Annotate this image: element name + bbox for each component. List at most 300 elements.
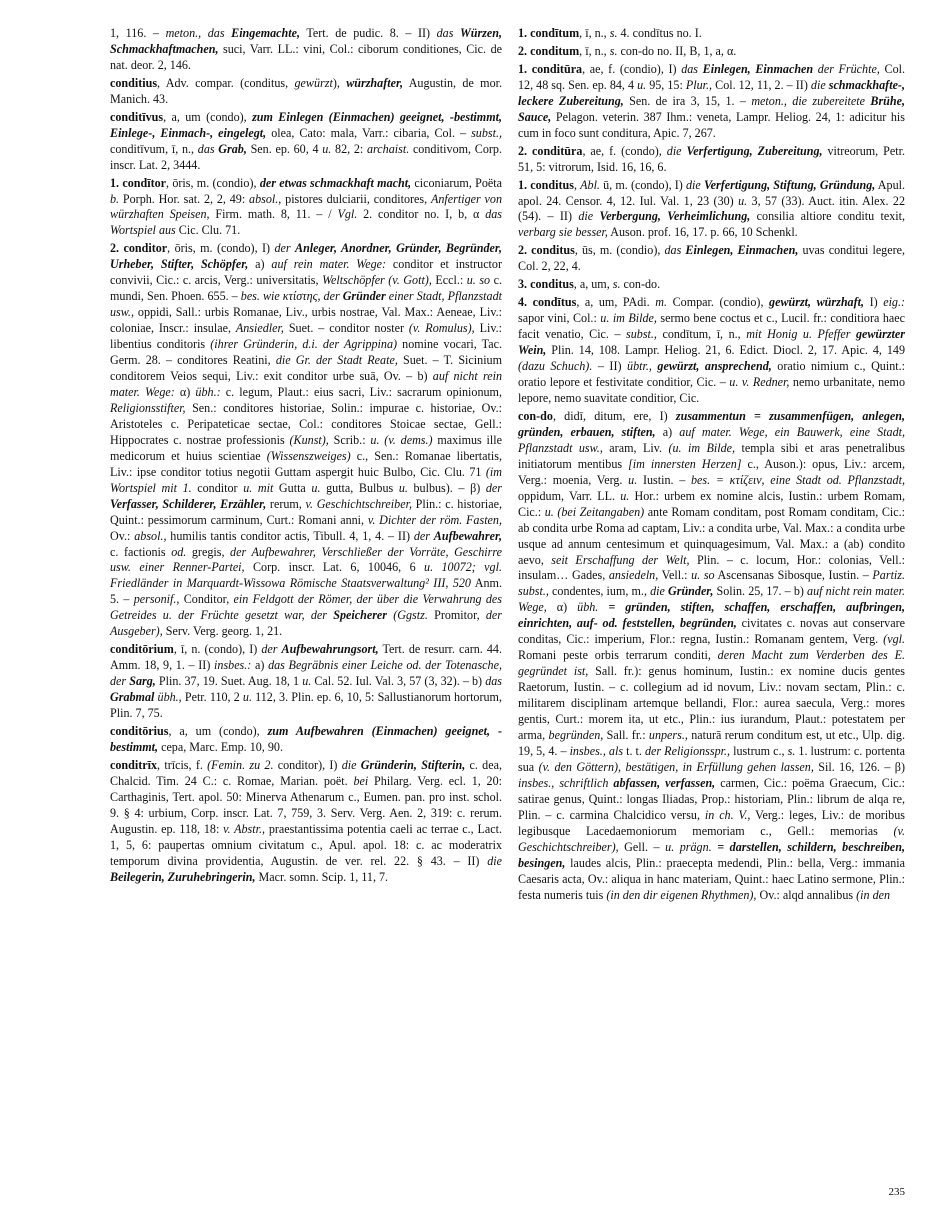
- entry-text: auf nicht rein mater. Wege:: [110, 369, 502, 399]
- entry-text: Vgl.: [337, 207, 358, 222]
- dictionary-entry: [110, 642, 502, 722]
- entry-text: der Religionsspr.,: [645, 743, 731, 758]
- entry-text: 95, 15:: [646, 77, 686, 92]
- dictionary-entry: [518, 144, 905, 176]
- entry-text: oratio nimium c., Quint.: oratio lepore et festivitate conditior, Cic. –: [518, 359, 905, 390]
- entry-text: templa sibi et aras penetralibus initiatorum mentibus: [518, 440, 906, 471]
- entry-text: , a, um (condo),: [163, 109, 253, 124]
- entry-text: der: [261, 642, 282, 657]
- entry-text: Compar. (condio),: [667, 295, 770, 310]
- entry-headword: 3. conditus: [518, 277, 574, 292]
- entry-text: ansiedeln,: [608, 568, 659, 583]
- entry-text: der etwas schmackhaft macht,: [259, 175, 412, 190]
- entry-text: subst.,: [626, 327, 657, 342]
- entry-text: Philarg. Verg. ecl. 1, 20: Carthaginis, Tert. apol. 50: Minerva Athenarum c., Eumen. pan. pro inst. schol. 9. § 4: urbium, Corp. inscr. Lat. 7, 759, 3. Serv. Verg. Aen. 2, 319: c. rerum. Augustin. ep. 118, 18:: [110, 773, 503, 836]
- dictionary-entry: [518, 277, 905, 293]
- entry-text: 1. lustrum: c. portenta sua: [518, 743, 905, 774]
- entry-text: Sen. ep. 60, 4: [246, 141, 323, 156]
- entry-text: meton., die zubereitete: [751, 93, 871, 108]
- entry-text: carmen, Cic.: poëma Graecum, Cic.: satirae genus, Quint.: longas Iliadas, Prop.: historiam, Plin.: librum de alqa re, Plin. – c. carmina Chalcidico versu,: [518, 775, 905, 822]
- entry-text: insbes., als: [569, 743, 624, 758]
- entry-text: mit Honig u. Pfeffer: [746, 327, 856, 342]
- entry-text: der: [274, 241, 295, 256]
- entry-text: consilia altiore conditu texit,: [750, 209, 905, 224]
- entry-text: der Ausgeber),: [110, 608, 502, 639]
- entry-text: Corp. inscr. Lat. 6, 10046, 6: [244, 560, 425, 575]
- entry-text: Macr. somn. Scip. 1, 11, 7.: [255, 869, 389, 884]
- entry-text: I): [864, 295, 884, 310]
- entry-text: nomine vocari, Tac. Germ. 28. – conditores Reatini,: [110, 337, 502, 368]
- entry-text: Firm. math. 8, 11. – /: [209, 207, 338, 222]
- entry-text: Suet. – T. Sicinium conditorem Veios sequi, Liv.: exit conditor urbe suā, Ov. – b): [110, 353, 503, 384]
- entry-text: Solin. 25, 17. – b): [713, 584, 808, 599]
- entry-text: Einlegen, Einmachen: [702, 61, 814, 76]
- entry-text: deren Macht zum Verderben des E. gegründet ist,: [518, 648, 905, 679]
- entry-text: Plur.,: [685, 77, 713, 92]
- entry-text: bes. wie κτίστης, der: [240, 289, 343, 304]
- dictionary-entry: [518, 295, 905, 407]
- entry-text: (Kunst),: [289, 432, 329, 447]
- dictionary-entry: [110, 724, 502, 756]
- entry-text: abfassen, verfassen,: [613, 775, 716, 790]
- entry-text: , didī, ditum, ere, I): [552, 408, 676, 423]
- entry-text: oppidi, Sall.: urbis Romanae, Liv., urbis nostrae, Val. Max.: Aeneae, Liv.: coloniae, Inscr.: insulae,: [110, 305, 502, 336]
- entry-text: u.: [620, 488, 630, 503]
- entry-text: Verg.: leges, Liv.: de moribus legibusque Lacedaemoniorum memoriam c., Gell.: memorias: [518, 807, 905, 838]
- entry-text: Auson. prof. 16, 17. p. 66, 10 Schenkl.: [607, 225, 798, 240]
- entry-text: u. 10072; vgl. Friedländer in Marquardt-Wissowa Römische Staatsverwaltung² III, 520: [110, 560, 502, 591]
- entry-text: Weltschöpfer (v. Gott),: [322, 273, 432, 288]
- entry-text: u. im Bilde,: [600, 311, 657, 326]
- entry-text: zum Einlegen (Einmachen) geeignet, -bestimmt, Einlege-, Einmach-, eingelegt,: [110, 109, 502, 140]
- entry-text: Sen. de ira 3, 15, 1. –: [623, 93, 752, 108]
- entry-text: sermo bene coctus et c., Lucil. fr.: conditiora haec facit venatio, Cic. –: [518, 311, 905, 342]
- entry-text: (Ggstz.: [393, 608, 428, 623]
- entry-text: 82, 2:: [331, 141, 367, 156]
- entry-text: , ōris, m. (condo), I): [167, 241, 275, 256]
- entry-text: u. prägn.: [665, 839, 712, 854]
- entry-text: Suet. – conditor noster: [283, 321, 409, 336]
- entry-headword: 4. condītus: [518, 295, 577, 310]
- entry-text: insbes.:: [214, 658, 252, 673]
- entry-text: Serv. Verg. georg. 1, 21.: [162, 624, 283, 639]
- entry-text: u. (v. dems.): [370, 432, 433, 447]
- entry-text: u. so: [466, 273, 491, 288]
- entry-text: c., Sen.: Romanae libertatis, Liv.: ipse conditor totius negotii Guttam aspergit huic Bulbo, Cic. Clu. 71: [110, 448, 502, 479]
- entry-text: (Wissenszweiges): [266, 448, 351, 463]
- entry-text: rerum,: [266, 496, 306, 511]
- entry-text: Einlegen, Einmachen,: [685, 243, 799, 258]
- entry-text: zusammentun = zusammenfügen, anlegen, gründen, erbauen, stiften,: [518, 408, 905, 439]
- entry-text: civitates c. novas aut conservare conditas, Cic.: imperium, Flor.: regna, Iustin.: Romanam gentem, Verg.: [518, 616, 905, 647]
- entry-text: Scrib.:: [328, 432, 371, 447]
- entry-text: u. v. Redner,: [729, 375, 790, 390]
- entry-text: Vell.:: [658, 568, 692, 583]
- entry-text: Sall. fr.:: [603, 727, 649, 742]
- entry-text: = gründen, stiften, schaffen, erschaffen, aufbringen, einrichten, auf- od. feststellen, begründen,: [518, 600, 905, 631]
- entry-text: olea, Cato: mala, Varr.: cibaria, Col. –: [266, 125, 472, 140]
- entry-text: das: [197, 141, 219, 156]
- entry-text: laudes alcis, Plin.: praecepta medendi, Plin.: bella, Verg.: immania Caesaris acta, Ov.: aliqua in hanc materiam, Quint.: haec Latino sermone, Plin.: festa numeris tuis: [518, 855, 905, 902]
- entry-text: Verbergung, Verheimlichung,: [599, 209, 751, 224]
- entry-text: naturā rerum conditum est, ut etc., Ulp. dig. 19, 5, 4. –: [518, 727, 905, 758]
- entry-text: Plin.: c. historiae, Quint.: pessimorum carminum, Curt.: Romani anni,: [110, 496, 502, 527]
- dictionary-entry: [110, 76, 502, 108]
- entry-text: m.: [655, 295, 668, 310]
- entry-headword: 2. conditūra: [518, 143, 583, 158]
- entry-text: Ansiedler,: [235, 321, 284, 336]
- entry-text: aram, Liv.: [602, 440, 669, 455]
- left-column: [110, 26, 502, 888]
- entry-text: das: [664, 243, 686, 258]
- entry-text: = darstellen, schildern, beschreiben, besingen,: [518, 839, 905, 870]
- entry-text: ),: [332, 75, 347, 90]
- entry-text: Verfasser, Schilderer, Erzähler,: [110, 496, 267, 511]
- page-number: 235: [888, 1186, 905, 1198]
- entry-text: Gell. –: [618, 839, 666, 854]
- entry-text: Sarg,: [129, 674, 156, 689]
- entry-text: (in den dir eigenen Rhythmen),: [606, 887, 757, 902]
- entry-text: condītum, ī, n.,: [656, 327, 747, 342]
- entry-text: , a, um, PAdi.: [576, 295, 656, 310]
- entry-text: (v. Romulus),: [408, 321, 475, 336]
- entry-text: u.: [628, 472, 638, 487]
- entry-text: α): [174, 384, 196, 399]
- entry-text: Beilegerin, Zuruhebringerin,: [110, 869, 256, 884]
- entry-text: – II): [592, 359, 628, 374]
- entry-text: das: [436, 26, 460, 40]
- entry-text: u.: [242, 690, 252, 705]
- entry-text: condentes, ium, m.,: [548, 584, 651, 599]
- entry-headword: con-do: [518, 408, 553, 423]
- entry-text: Speicherer: [333, 608, 387, 623]
- entry-text: einer Stadt, Pflanzstadt usw.,: [110, 289, 502, 320]
- entry-text: Liv.: libentius conditoris: [110, 321, 502, 352]
- dictionary-entry: [110, 110, 502, 174]
- entry-headword: conditius: [110, 75, 158, 90]
- entry-text: die: [578, 209, 600, 224]
- entry-text: , ī, n.,: [579, 43, 610, 58]
- entry-text: bei: [353, 773, 369, 788]
- entry-text: c. legum, Plaut.: eius sacri, Liv.: sacrarum opinionum,: [220, 384, 502, 399]
- entry-text: praestantissima potentia caeli ac terrae c., Lact. 1, 5, 6: paupertas omnium civitatum c., Apul. apol. 18: c. ac moderatrix temporum divina providentia, Augustin. de ver. rel. 22. § 43. – II): [110, 821, 502, 868]
- entry-text: Abl.: [580, 177, 600, 192]
- entry-text: s.: [787, 743, 796, 758]
- dictionary-entry: [518, 178, 905, 242]
- entry-text: übtr.,: [627, 359, 652, 374]
- entry-text: s.: [609, 26, 618, 40]
- entry-text: Verfertigung, Stiftung, Gründung,: [703, 177, 876, 192]
- entry-text: 1, 116. –: [110, 26, 166, 40]
- entry-text: Sall. fr.): genus hominum, Iustin.: ex nomine ducis gentes Raetorum, Iustin. – c. collegium ad id novum, Liv.: novam sectam, Plin.: c. militarem disciplinam artemque bellandi, Flor.: aurea saecula, Verg.: mores gentis, Curt.: morem ita, ut etc., Plin.: ius iurandum, Plaut.: potestatem per arma,: [518, 664, 905, 742]
- entry-text: das Wortspiel aus: [110, 207, 502, 238]
- entry-text: Sen.: conditores historiae, Solin.: impurae c. historiae, Ov.: Aristoteles c. Peripateticae sectae, Col.: conditores Stoicae sectae, Gell.: Hippocrates c. nostrae professionis: [110, 400, 502, 447]
- entry-text: oppidum, Varr. LL.: [518, 488, 621, 503]
- entry-text: a): [655, 424, 680, 439]
- entry-text: , ae, f. (condio), I): [582, 61, 682, 76]
- entry-text: Ascensanas Sibosque, Iustin. –: [714, 568, 873, 583]
- entry-headword: 1. conditūra: [518, 61, 583, 76]
- entry-text: bulbus). – β): [407, 480, 486, 495]
- entry-text: conditor: [191, 480, 244, 495]
- entry-text: conditor), I): [273, 757, 342, 772]
- entry-text: s.: [612, 277, 621, 292]
- entry-text: b.: [110, 191, 120, 206]
- entry-text: u.: [637, 77, 647, 92]
- entry-text: u. (bei Zeitangaben): [544, 504, 645, 519]
- entry-text: Apul. apol. 24. Censor. 4, 12. Iul. Val. 1, 23 (30): [518, 177, 906, 208]
- entry-text: personif.,: [133, 592, 180, 607]
- entry-text: die: [487, 853, 502, 868]
- entry-text: (ihrer Gründerin, d.i. der Agrippina): [210, 337, 398, 352]
- entry-text: , a, um,: [573, 277, 613, 292]
- entry-text: 3, 57 (33). Auct. itin. Alex. 22 (54). – II): [518, 193, 905, 224]
- entry-text: zum Aufbewahren (Einmachen) geeignet, -bestimmt,: [110, 723, 502, 754]
- entry-headword: 1. condītor: [110, 175, 167, 190]
- entry-text: Gründer: [342, 289, 386, 304]
- entry-text: die Gr. der Stadt Reate,: [275, 353, 398, 368]
- entry-text: (Femin. zu 2.: [207, 757, 274, 772]
- entry-text: , trīcis, f.: [157, 757, 208, 772]
- entry-text: u.: [311, 480, 321, 495]
- entry-text: schmackhafte-, leckere Zubereitung,: [518, 77, 905, 108]
- entry-text: v. Geschichtschreiber,: [305, 496, 412, 511]
- entry-text: Aufbewahrer,: [433, 528, 503, 543]
- entry-text: Tert. de pudic. 8. – II): [300, 26, 437, 40]
- entry-text: , ī, n.,: [579, 26, 610, 40]
- entry-text: übh.,: [157, 690, 182, 705]
- dictionary-entry: [110, 26, 502, 74]
- entry-text: v. Dichter der röm. Fasten,: [367, 512, 502, 527]
- entry-text: Iustin. –: [637, 472, 691, 487]
- entry-text: (dazu Schuch).: [518, 359, 593, 374]
- entry-text: od.: [171, 544, 187, 559]
- entry-text: gutta, Bulbus: [320, 480, 399, 495]
- entry-text: Sil. 16, 126. – β): [813, 759, 905, 774]
- entry-text: (in den: [856, 887, 891, 902]
- entry-text: Grab,: [218, 141, 247, 156]
- entry-text: unpers.,: [648, 727, 688, 742]
- entry-text: Gründer,: [668, 584, 714, 599]
- entry-text: a): [251, 658, 269, 673]
- entry-text: begründen,: [548, 727, 604, 742]
- entry-text: die: [666, 143, 687, 158]
- entry-text: ciconiarum, Poëta: [411, 175, 502, 190]
- entry-text: auf nicht rein mater. Wege,: [518, 584, 905, 615]
- entry-text: Gutta: [273, 480, 312, 495]
- entry-text: (v. Geschichtschreiber),: [518, 823, 905, 854]
- entry-text: 2. conditor no. I, b, α: [357, 207, 486, 222]
- entry-text: , ōris, m. (condio),: [166, 175, 260, 190]
- entry-text: Conditor,: [179, 592, 234, 607]
- entry-text: auf rein mater. Wege:: [271, 257, 387, 272]
- entry-text: der: [485, 480, 502, 495]
- dictionary-entry: [518, 243, 905, 275]
- entry-text: u.: [738, 193, 748, 208]
- entry-text: Anm. 5. –: [110, 576, 502, 607]
- entry-text: Eingemachte,: [231, 26, 300, 40]
- entry-text: Cal. 52. Iul. Val. 3, 57 (3, 32). – b): [311, 674, 486, 689]
- entry-text: Hor.: urbem ex nomine alcis, Iustin.: urbem Romam, Cic.:: [518, 488, 905, 519]
- entry-text: würzhafter,: [346, 75, 404, 90]
- entry-text: conditīvum, ī, n.,: [110, 141, 198, 156]
- entry-text: Brühe, Sauce,: [518, 93, 906, 124]
- entry-text: ante Romam conditam, post Romam conditam, Cic.: ab condita urbe Roma ad captam, Liv.: a condita urbe, Val. Max.: a condita urbe usque ad annum centesimum et quinquagesimum, Val. Max.: a (ab) condito aevo,: [518, 504, 905, 567]
- entry-text: die: [686, 177, 704, 192]
- entry-text: absol.,: [249, 191, 282, 206]
- entry-text: u. mit: [243, 480, 274, 495]
- entry-headword: 2. conditum: [518, 43, 580, 58]
- entry-text: Anfertiger von würzhaften Speisen,: [110, 191, 502, 222]
- entry-text: u.: [322, 141, 332, 156]
- entry-text: Cic. Clu. 71.: [175, 223, 241, 238]
- entry-text: pistores dulciarii, conditores,: [281, 191, 431, 206]
- entry-text: Promitor,: [427, 608, 486, 623]
- entry-text: Pelagon. veterin. 387 Ihm.: veneta, Lampr. Heliog. 24, 1: adicitur his cum in foco sunt conditura, Apic. 7, 267.: [518, 109, 905, 140]
- entry-headword: conditōrium: [110, 642, 174, 657]
- entry-text: subst.,: [471, 125, 503, 140]
- entry-text: die: [810, 77, 829, 92]
- entry-text: Würzen, Schmackhaftmachen,: [110, 26, 503, 56]
- entry-text: meton., das: [165, 26, 232, 40]
- entry-text: die: [650, 584, 668, 599]
- entry-text: , ī, n. (condo), I): [173, 642, 262, 657]
- entry-headword: conditīvus: [110, 109, 164, 124]
- entry-text: u.: [398, 480, 408, 495]
- entry-text: Romani peste orbis terrarum conditi,: [518, 648, 718, 663]
- entry-text: , a, um (condo),: [168, 723, 268, 738]
- entry-text: bes. = κτίζειν, eine Stadt od. Pflanzstadt,: [690, 472, 905, 487]
- entry-text: v. Abstr.,: [223, 821, 266, 836]
- entry-text: , ae, f. (condo),: [582, 143, 667, 158]
- entry-text: verbarg sie besser,: [518, 225, 608, 240]
- entry-text: Plin. 37, 19. Suet. Aug. 18, 1: [155, 674, 303, 689]
- entry-text: Ov.:: [110, 528, 135, 543]
- entry-text: vitreorum, Petr. 51, 5: vitrorum, Isid. 16, 16, 6.: [518, 143, 905, 174]
- entry-text: maximus ille medicorum et huius scientiae: [110, 432, 503, 463]
- entry-text: Aufbewahrungsort,: [281, 642, 379, 657]
- entry-text: (im Wortspiel mit 1.: [110, 464, 502, 495]
- entry-text: der Aufbewahrer, Verschließer der Vorräte, Geschirre usw. einer Renner-Partei,: [110, 544, 502, 575]
- entry-text: gregis,: [186, 544, 231, 559]
- entry-text: Porph. Hor. sat. 2, 2, 49:: [119, 191, 250, 206]
- entry-text: Petr. 110, 2: [181, 690, 243, 705]
- entry-text: Eccl.:: [431, 273, 467, 288]
- entry-text: , ūs, m. (condio),: [574, 243, 665, 258]
- entry-text: (v. den Göttern), bestätigen, in Erfüllung gehen lassen,: [538, 759, 814, 774]
- entry-text: c., Auson.): opus, Liv.: arcem, Verg.: moenia, Verg.: [518, 456, 905, 487]
- entry-text: archaist.: [367, 141, 410, 156]
- entry-text: s.: [609, 43, 618, 58]
- entry-text: u.: [302, 674, 312, 689]
- dictionary-entry: [518, 26, 905, 42]
- entry-text: Plin. 14, 108. Lampr. Heliog. 21, 6. Edict. Diocl. 2, 17. Apic. 4, 149: [546, 343, 905, 358]
- entry-text: cepa, Marc. Emp. 10, 90.: [158, 739, 283, 754]
- entry-headword: 1. condītum: [518, 26, 580, 40]
- entry-text: Ov.: alqd annalibus: [756, 887, 857, 902]
- entry-text: in ch. V.,: [704, 807, 751, 822]
- dictionary-entry: [110, 758, 502, 886]
- entry-text: das: [681, 61, 703, 76]
- entry-text: , Adv. compar. (conditus,: [157, 75, 295, 90]
- entry-text: ,: [573, 177, 581, 192]
- entry-text: lustrum c.,: [730, 743, 788, 758]
- entry-text: [im innersten Herzen]: [628, 456, 742, 471]
- entry-text: con-do.: [620, 277, 661, 292]
- entry-text: Col. 12, 48 sq. Sen. ep. 84, 4: [518, 61, 905, 92]
- entry-text: [598, 600, 608, 614]
- entry-text: a): [248, 257, 272, 272]
- entry-text: sapor vini, Col.:: [518, 311, 601, 326]
- entry-text: Partiz. subst.,: [518, 568, 906, 599]
- entry-text: Tert. de resurr. carn. 44. Amm. 18, 9, 1. – II): [110, 642, 502, 673]
- entry-text: Grabmal: [110, 690, 155, 705]
- entry-text: uvas conditui legere, Col. 2, 22, 4.: [518, 243, 906, 274]
- dictionary-entry: [518, 62, 905, 142]
- entry-text: auf mater. Wege, ein Bauwerk, eine Stadt, Pflanzstadt usw.,: [518, 424, 906, 455]
- entry-text: c. mundi, Sen. Phoen. 655. –: [110, 273, 502, 304]
- entry-text: Col. 12, 11, 2. – II): [712, 77, 811, 92]
- entry-text: suci, Varr. LL.: vini, Col.: ciborum conditiones, Cic. de nat. deor. 2, 146.: [110, 41, 502, 72]
- entry-text: 4. condītus no. I.: [617, 26, 702, 40]
- entry-text: c. dea, Chalcid. Tim. 24 C.: c. Romae, Marian. poët.: [110, 757, 502, 788]
- entry-text: nemo urbanitate, nemo lepore, nemo suavitate conditior, Cic.: [518, 375, 905, 405]
- entry-text: con-do no. II, B, 1, a, α.: [617, 43, 737, 58]
- dictionary-entry: [110, 241, 502, 640]
- entry-text: u. so: [691, 568, 715, 583]
- entry-text: eig.:: [883, 295, 906, 310]
- dictionary-entry: [518, 409, 905, 904]
- entry-text: Religionsstifter,: [110, 400, 186, 415]
- entry-text: übh.: [577, 600, 599, 615]
- entry-text: Anleger, Anordner, Gründer, Begründer, Urheber, Stifter, Schöpfer,: [110, 241, 502, 272]
- entry-text: ū, m. (condo), I): [599, 177, 686, 192]
- entry-headword: 1. conditus: [518, 177, 574, 192]
- entry-text: 112, 3. Plin. ep. 6, 10, 5: Sallustianorum hortorum, Plin. 7, 75.: [110, 690, 502, 721]
- entry-text: absol.,: [134, 528, 167, 543]
- dictionary-entry: [110, 176, 502, 240]
- entry-text: übh.:: [195, 384, 221, 399]
- entry-text: das Begräbnis einer Leiche od. der Totenasche, der: [110, 658, 502, 689]
- entry-text: conditivom, Corp. inscr. Lat. 2, 3444.: [110, 141, 502, 172]
- entry-text: (u. im Bilde,: [668, 440, 736, 455]
- entry-text: insbes., schriftlich: [518, 775, 614, 790]
- entry-text: der: [413, 528, 434, 543]
- right-column: [518, 26, 905, 905]
- entry-text: (vgl.: [883, 632, 905, 647]
- entry-text: c. factionis: [110, 544, 172, 559]
- entry-text: t. t.: [623, 743, 645, 758]
- entry-text: gewürzter Wein,: [518, 327, 905, 358]
- entry-text: conditor et instructor convivii, Cic.: c. arcis, Verg.: universitatis,: [110, 257, 502, 288]
- entry-headword: conditrīx: [110, 757, 158, 772]
- entry-text: α): [546, 600, 578, 615]
- entry-headword: conditōrius: [110, 723, 169, 738]
- entry-text: gewürzt, ansprechend,: [657, 359, 772, 374]
- entry-text: gewürzt, würzhaft,: [769, 295, 865, 310]
- entry-headword: 2. conditor: [110, 241, 168, 256]
- entry-text: der Früchte,: [813, 61, 880, 76]
- entry-text: humilis tantis conditor actis, Tibull. 4, 1, 4. – II): [166, 528, 414, 543]
- entry-headword: 2. conditus: [518, 243, 575, 258]
- entry-text: gewürzt: [294, 75, 333, 90]
- entry-text: Plin. – c. locum, Hor.: colonias, Vell.: insulam… Gades,: [518, 552, 905, 583]
- entry-text: das: [485, 674, 502, 689]
- entry-text: Verfertigung, Zubereitung,: [686, 143, 823, 158]
- entry-text: seit Erschaffung der Welt,: [551, 552, 690, 567]
- entry-text: Gründerin, Stifterin,: [360, 757, 466, 772]
- entry-text: ein Feldgott der Römer, der über die Verwahrung des Getreides u. der Früchte gesetzt war, der: [110, 592, 502, 623]
